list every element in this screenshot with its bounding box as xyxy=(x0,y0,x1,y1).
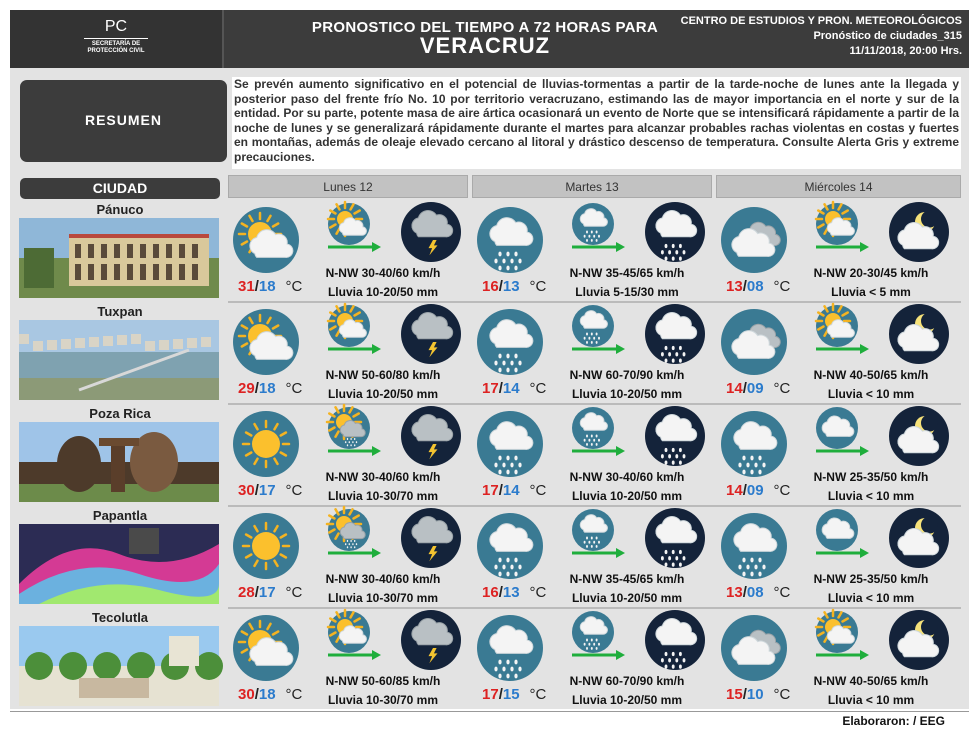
temp-max: 29 xyxy=(238,380,255,397)
summary-label-box xyxy=(20,80,227,162)
logo-divider xyxy=(84,38,148,39)
wind-forecast: N-NW 30-40/60 km/h xyxy=(325,470,441,484)
footer-credits: Elaboraron: / EEG xyxy=(842,714,945,728)
wind-forecast: N-NW 60-70/90 km/h xyxy=(569,368,685,382)
city-name: Poza Rica xyxy=(20,406,220,421)
temp-separator: / xyxy=(498,278,503,295)
temp-separator: / xyxy=(254,686,259,703)
temperature xyxy=(726,278,790,295)
rain-night-icon xyxy=(645,304,705,364)
temp-unit: °C xyxy=(773,278,791,295)
moon-cloud-icon xyxy=(889,202,949,262)
temp-max: 15 xyxy=(726,686,743,703)
wind-forecast: N-NW 50-60/85 km/h xyxy=(325,674,441,688)
temp-max: 16 xyxy=(482,278,499,295)
city-name: Papantla xyxy=(20,508,220,523)
temp-unit: °C xyxy=(773,482,791,499)
footer xyxy=(10,711,969,732)
temp-min: 14 xyxy=(502,482,520,499)
row-divider xyxy=(228,403,961,405)
temp-unit: °C xyxy=(529,380,547,397)
rain-forecast: Lluvia < 5 mm xyxy=(831,285,911,299)
temp-unit: °C xyxy=(773,686,791,703)
rain-cloud-icon xyxy=(721,411,787,477)
rain-cloud-small-icon xyxy=(572,305,614,347)
rain-forecast: Lluvia 10-30/70 mm xyxy=(327,591,439,605)
rain-forecast: Lluvia 10-20/50 mm xyxy=(327,285,439,299)
sun-rain-small-icon xyxy=(327,405,370,449)
wind-forecast: N-NW 35-45/65 km/h xyxy=(569,266,685,280)
temp-unit: °C xyxy=(529,482,547,499)
temperature xyxy=(726,380,790,397)
temp-max: 30 xyxy=(238,482,255,499)
temp-min: 09 xyxy=(746,380,764,397)
temp-min: 14 xyxy=(502,380,520,397)
partly-cloudy-day-small-icon xyxy=(328,304,370,347)
logo-org-line1: SECRETARÍA DE xyxy=(91,41,141,47)
pc-logo xyxy=(10,10,224,68)
rain-forecast: Lluvia < 10 mm xyxy=(827,591,915,605)
wind-forecast: N-NW 50-60/80 km/h xyxy=(325,368,441,382)
cloudy-icon xyxy=(721,207,787,273)
wind-forecast: N-NW 40-50/65 km/h xyxy=(813,674,929,688)
temp-unit: °C xyxy=(529,278,547,295)
temp-separator: / xyxy=(254,380,259,397)
temperature xyxy=(238,278,302,295)
temp-unit: °C xyxy=(285,686,303,703)
city-photo xyxy=(19,422,219,502)
partly-cloudy-day-small-icon xyxy=(328,202,370,245)
partly-cloudy-day-icon xyxy=(233,309,299,375)
temp-separator: / xyxy=(498,380,503,397)
day-header-3: Miércoles 14 xyxy=(716,175,961,198)
rain-night-icon xyxy=(645,610,705,670)
wind-forecast: N-NW 25-35/50 km/h xyxy=(813,470,929,484)
temperature xyxy=(482,686,546,703)
temp-min: 17 xyxy=(258,482,276,499)
rain-forecast: Lluvia 10-30/70 mm xyxy=(327,693,439,707)
temp-max: 17 xyxy=(482,686,499,703)
temperature xyxy=(238,482,302,499)
page-title: PRONOSTICO DEL TIEMPO A 72 HORAS PARA xyxy=(311,19,659,36)
moon-cloud-icon xyxy=(889,304,949,364)
partly-cloudy-day-small-icon xyxy=(816,304,858,347)
temp-separator: / xyxy=(742,584,747,601)
product-name: Pronóstico de ciudades_315 xyxy=(813,30,962,42)
rain-forecast: Lluvia 10-20/50 mm xyxy=(571,387,683,401)
partly-cloudy-day-small-icon xyxy=(816,202,858,245)
logo-org xyxy=(10,41,222,55)
cloud-small-icon xyxy=(816,407,858,449)
rain-forecast: Lluvia 10-20/50 mm xyxy=(571,591,683,605)
city-photo xyxy=(19,524,219,604)
partly-cloudy-day-icon xyxy=(233,615,299,681)
city-photo xyxy=(19,320,219,400)
cloudy-icon xyxy=(721,615,787,681)
sunny-icon xyxy=(233,411,299,477)
temperature xyxy=(482,278,546,295)
rain-cloud-icon xyxy=(477,411,543,477)
temp-separator: / xyxy=(742,278,747,295)
temp-separator: / xyxy=(742,380,747,397)
wind-forecast: N-NW 30-40/60 km/h xyxy=(325,572,441,586)
temp-max: 14 xyxy=(726,482,743,499)
wind-forecast: N-NW 30-40/60 km/h xyxy=(325,266,441,280)
temp-max: 17 xyxy=(482,482,499,499)
temp-min: 10 xyxy=(746,686,764,703)
cloud-small-icon xyxy=(816,509,858,551)
temperature xyxy=(482,482,546,499)
rain-forecast: Lluvia < 10 mm xyxy=(827,693,915,707)
rain-night-icon xyxy=(645,406,705,466)
sunny-icon xyxy=(233,513,299,579)
temp-separator: / xyxy=(742,686,747,703)
temp-unit: °C xyxy=(773,584,791,601)
wind-forecast: N-NW 40-50/65 km/h xyxy=(813,368,929,382)
city-column-header: CIUDAD xyxy=(20,178,220,199)
wind-forecast: N-NW 30-40/60 km/h xyxy=(569,470,685,484)
temp-separator: / xyxy=(742,482,747,499)
row-divider xyxy=(228,505,961,507)
rain-cloud-small-icon xyxy=(572,509,614,551)
sun-rain-small-icon xyxy=(327,507,370,551)
moon-cloud-icon xyxy=(889,610,949,670)
city-name: Pánuco xyxy=(20,202,220,217)
temp-unit: °C xyxy=(285,278,303,295)
temp-min: 18 xyxy=(258,686,276,703)
temp-min: 08 xyxy=(746,584,764,601)
rain-night-icon xyxy=(645,202,705,262)
moon-cloud-icon xyxy=(889,508,949,568)
center-info xyxy=(681,14,962,59)
summary-text: Se prevén aumento significativo en el potencial de lluvias-tormentas a partir de la tarde-noche de lunes ante la llegada y posterior paso del frente frío No. 10 por territorio veracruzano, estimando las de mayor importancia en el norte y sur de la entidad. Por su parte, potente masa de aire ártica ocasionará un evento de Norte que se intensificará rápidamente a partir de la noche de lunes y se generalizará rápidamente durante el martes para alcanzar probables rachas violentas en costas y fuertes en montañas, además de oleaje elevado cercano al litoral y drástico descenso de temperatura. Consulte Alerta Gris y extreme precauciones. xyxy=(232,77,961,169)
issue-datetime: 11/11/2018, 20:00 Hrs. xyxy=(849,45,962,57)
temp-min: 08 xyxy=(746,278,764,295)
temp-max: 17 xyxy=(482,380,499,397)
temp-unit: °C xyxy=(285,380,303,397)
temp-unit: °C xyxy=(529,584,547,601)
row-divider xyxy=(228,301,961,303)
temp-max: 14 xyxy=(726,380,743,397)
wind-forecast: N-NW 60-70/90 km/h xyxy=(569,674,685,688)
page-subtitle-state: VERACRUZ xyxy=(419,33,551,58)
temp-min: 17 xyxy=(258,584,276,601)
temperature xyxy=(726,482,790,499)
rain-cloud-small-icon xyxy=(572,611,614,653)
temp-separator: / xyxy=(498,482,503,499)
rain-cloud-icon xyxy=(477,207,543,273)
city-photo xyxy=(19,626,219,706)
storm-night-icon xyxy=(401,202,461,262)
cloudy-icon xyxy=(721,309,787,375)
partly-cloudy-day-small-icon xyxy=(328,610,370,653)
temp-max: 13 xyxy=(726,278,743,295)
temp-max: 28 xyxy=(238,584,255,601)
temp-separator: / xyxy=(498,584,503,601)
summary-label: RESUMEN xyxy=(84,112,162,128)
temp-min: 13 xyxy=(502,278,520,295)
rain-cloud-icon xyxy=(477,309,543,375)
temp-unit: °C xyxy=(773,380,791,397)
rain-forecast: Lluvia 10-20/50 mm xyxy=(327,387,439,401)
logo-abbr: PC xyxy=(104,18,128,35)
temp-separator: / xyxy=(254,584,259,601)
temp-min: 15 xyxy=(502,686,520,703)
temperature xyxy=(726,584,790,601)
storm-night-icon xyxy=(401,304,461,364)
rain-forecast: Lluvia 5-15/30 mm xyxy=(575,285,679,299)
partly-cloudy-day-icon xyxy=(233,207,299,273)
temp-max: 16 xyxy=(482,584,499,601)
rain-forecast: Lluvia 10-20/50 mm xyxy=(571,489,683,503)
temperature xyxy=(238,686,302,703)
city-name: Tecolutla xyxy=(20,610,220,625)
temp-min: 18 xyxy=(258,278,276,295)
temp-max: 30 xyxy=(238,686,255,703)
temperature xyxy=(238,380,302,397)
city-photo xyxy=(19,218,219,298)
wind-forecast: N-NW 35-45/65 km/h xyxy=(569,572,685,586)
rain-forecast: Lluvia 10-20/50 mm xyxy=(571,693,683,707)
temp-min: 09 xyxy=(746,482,764,499)
rain-cloud-small-icon xyxy=(572,203,614,245)
temp-unit: °C xyxy=(285,584,303,601)
rain-cloud-small-icon xyxy=(572,407,614,449)
temp-separator: / xyxy=(254,482,259,499)
temperature xyxy=(726,686,790,703)
temp-separator: / xyxy=(498,686,503,703)
temp-separator: / xyxy=(254,278,259,295)
temp-min: 18 xyxy=(258,380,276,397)
moon-cloud-icon xyxy=(889,406,949,466)
rain-night-icon xyxy=(645,508,705,568)
rain-forecast: Lluvia 10-30/70 mm xyxy=(327,489,439,503)
temp-unit: °C xyxy=(529,686,547,703)
day-header-2: Martes 13 xyxy=(472,175,712,198)
temperature xyxy=(238,584,302,601)
temperature xyxy=(482,380,546,397)
temp-min: 13 xyxy=(502,584,520,601)
partly-cloudy-day-small-icon xyxy=(816,610,858,653)
rain-cloud-icon xyxy=(477,513,543,579)
storm-night-icon xyxy=(401,610,461,670)
rain-forecast: Lluvia < 10 mm xyxy=(827,387,915,401)
temperature xyxy=(482,584,546,601)
row-divider xyxy=(228,607,961,609)
city-name: Tuxpan xyxy=(20,304,220,319)
rain-cloud-icon xyxy=(477,615,543,681)
center-name: CENTRO DE ESTUDIOS Y PRON. METEOROLÓGICOS xyxy=(680,15,962,27)
rain-cloud-icon xyxy=(721,513,787,579)
temp-max: 13 xyxy=(726,584,743,601)
storm-night-icon xyxy=(401,406,461,466)
wind-forecast: N-NW 25-35/50 km/h xyxy=(813,572,929,586)
rain-forecast: Lluvia < 10 mm xyxy=(827,489,915,503)
logo-org-line2: PROTECCIÓN CIVIL xyxy=(87,48,145,54)
wind-forecast: N-NW 20-30/45 km/h xyxy=(813,266,929,280)
temp-unit: °C xyxy=(285,482,303,499)
temp-max: 31 xyxy=(238,278,255,295)
storm-night-icon xyxy=(401,508,461,568)
day-header-1: Lunes 12 xyxy=(228,175,468,198)
